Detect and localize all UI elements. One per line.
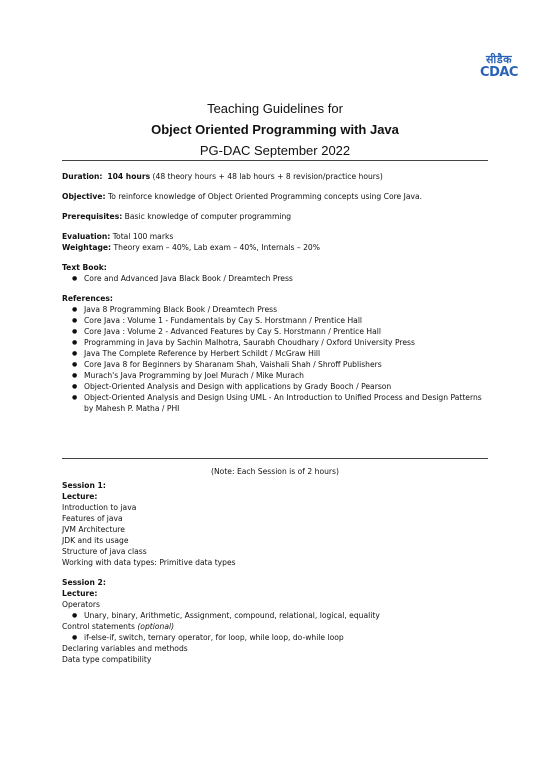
control-list xyxy=(62,632,488,643)
header-line-3: PG-DAC September 2022 xyxy=(199,143,351,158)
duration-line xyxy=(62,171,488,182)
duration-label: Duration: xyxy=(62,172,103,181)
list-item: ● if-else-if, switch, ternary operator, for loop, while loop, do-while loop xyxy=(62,632,488,643)
session-1-lecture-label: Lecture: xyxy=(62,492,98,501)
duration-value: 104 hours xyxy=(107,172,151,181)
evaluation-line xyxy=(62,231,488,242)
session-2 xyxy=(62,577,488,665)
list-item: ● Java The Complete Reference by Herbert Schildt / McGraw Hill xyxy=(62,348,488,359)
note-divider xyxy=(62,458,488,459)
operators-list xyxy=(62,610,488,621)
evaluation-label: Evaluation: xyxy=(62,232,111,241)
list-item: ● Core Java 8 for Beginners by Sharanam Shah, Vaishali Shah / Shroff Publishers xyxy=(62,359,488,370)
objective-label: Objective: xyxy=(62,192,106,201)
weightage-value: Theory exam – 40%, Lab exam – 40%, Internals – 20% xyxy=(111,243,320,252)
textbook-list xyxy=(62,273,488,284)
header-line-1: Teaching Guidelines for xyxy=(207,101,343,116)
evaluation-value: Total 100 marks xyxy=(110,232,174,241)
compatibility-line: Data type compatibility xyxy=(62,655,152,664)
session-2-lecture-label: Lecture: xyxy=(62,589,98,598)
session-1-title: Session 1: xyxy=(62,481,106,490)
weightage-line xyxy=(62,242,488,253)
logo-hindi-text: सीडैक xyxy=(485,53,513,66)
prerequisites-line xyxy=(62,211,488,222)
prerequisites-value: Basic knowledge of computer programming xyxy=(122,212,292,221)
references-list xyxy=(62,304,488,414)
operators-line: Operators xyxy=(62,600,100,609)
references-heading: References: xyxy=(62,294,113,303)
list-item: ● Object-Oriented Analysis and Design with applications by Grady Booch / Pearson xyxy=(62,381,488,392)
control-statements-line: Control statements (optional) xyxy=(62,622,175,631)
prerequisites-label: Prerequisites: xyxy=(62,212,123,221)
list-item: ● Java 8 Programming Black Book / Dreamtech Press xyxy=(62,304,488,315)
list-item: ● Programming in Java by Sachin Malhotra, Saurabh Choudhary / Oxford University Press xyxy=(62,337,488,348)
optional-tag: (optional) xyxy=(137,622,175,631)
session-1-line: Structure of java class xyxy=(62,547,147,556)
session-1-line: JDK and its usage xyxy=(62,536,129,545)
document-title: Object Oriented Programming with Java xyxy=(151,122,399,137)
session-1-line: Introduction to java xyxy=(62,503,137,512)
list-item: ● Core Java : Volume 2 - Advanced Features by Cay S. Horstmann / Prentice Hall xyxy=(62,326,488,337)
document-header xyxy=(62,100,488,160)
sessions xyxy=(62,466,488,665)
cdac-logo xyxy=(476,53,522,80)
logo-latin-text: CDAC xyxy=(480,65,518,80)
list-item: ● Core and Advanced Java Black Book / Dreamtech Press xyxy=(62,273,488,284)
session-1-line: Working with data types: Primitive data types xyxy=(62,558,236,567)
objective-value: To reinforce knowledge of Object Oriented Programming concepts using Core Java. xyxy=(105,192,423,201)
duration-detail: (48 theory hours + 48 lab hours + 8 revision/practice hours) xyxy=(150,172,383,181)
textbook-heading: Text Book: xyxy=(62,263,107,272)
header-divider xyxy=(62,160,488,161)
list-item: ● Core Java : Volume 1 - Fundamentals by Cay S. Horstmann / Prentice Hall xyxy=(62,315,488,326)
session-1-line: JVM Architecture xyxy=(62,525,125,534)
session-note: (Note: Each Session is of 2 hours) xyxy=(211,467,339,476)
list-item: ● Murach's Java Programming by Joel Murach / Mike Murach xyxy=(62,370,488,381)
weightage-label: Weightage: xyxy=(62,243,112,252)
session-1-line: Features of java xyxy=(62,514,123,523)
objective-line xyxy=(62,191,488,202)
list-item: ● Unary, binary, Arithmetic, Assignment, compound, relational, logical, equality xyxy=(62,610,488,621)
list-item: ● Object-Oriented Analysis and Design Using UML - An Introduction to Unified Process and Design Patterns by Mahesh P. Matha / PHI xyxy=(62,392,488,414)
session-2-title: Session 2: xyxy=(62,578,106,587)
session-1 xyxy=(62,480,488,568)
declaring-line: Declaring variables and methods xyxy=(62,644,188,653)
course-info xyxy=(62,171,488,414)
